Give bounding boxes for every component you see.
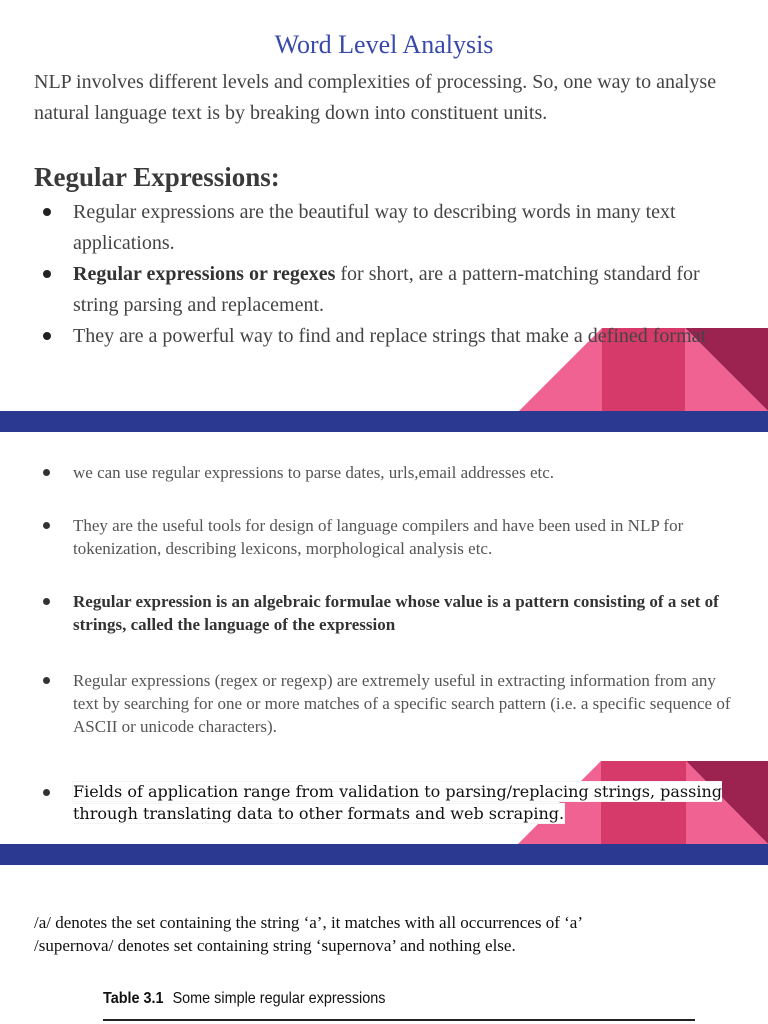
bullet-icon bbox=[43, 789, 50, 796]
bullet-icon bbox=[43, 208, 51, 216]
bullet-icon bbox=[43, 522, 50, 529]
bullet-icon bbox=[43, 270, 51, 278]
blue-band-2 bbox=[0, 844, 768, 865]
table-top-rule bbox=[103, 1019, 695, 1021]
list-item: Regular expressions (regex or regexp) are extremely useful in extracting information from any text by searching for one or more matches of a specific search pattern (i.e. a specific sequence of ASCII or unicode characters). bbox=[34, 669, 744, 738]
list-item: They are a powerful way to find and replace strings that make a defined format bbox=[34, 321, 724, 352]
slide-title: Word Level Analysis bbox=[274, 30, 494, 59]
list-item: Fields of application range from validation to parsing/replacing strings, passing through translating data to other formats and web scraping. bbox=[34, 781, 744, 825]
list-item: They are the useful tools for design of language compilers and have been used in NLP for tokenization, describing lexicons, morphological analysis etc. bbox=[34, 514, 744, 560]
bullet-icon bbox=[43, 677, 50, 684]
intro-paragraph: NLP involves different levels and complexities of processing. So, one way to analyse natural language text is by breaking down into constituent units. bbox=[34, 71, 717, 124]
list-item: Regular expressions or regexes for short, are a pattern-matching standard for string parsing and replacement. bbox=[34, 259, 724, 321]
list-item: we can use regular expressions to parse dates, urls,email addresses etc. bbox=[34, 461, 744, 484]
bullet-icon bbox=[43, 598, 50, 605]
bullet-icon bbox=[43, 332, 51, 340]
blue-band-1 bbox=[0, 411, 768, 432]
list-item: Regular expression is an algebraic formulae whose value is a pattern consisting of a set of strings, called the language of the expression bbox=[34, 590, 744, 636]
regex-example-a: /a/ denotes the set containing the string ‘a’, it matches with all occurrences of ‘a’ bbox=[34, 913, 583, 932]
regex-example-supernova: /supernova/ denotes set containing string ‘supernova’ and nothing else. bbox=[34, 936, 516, 955]
table-caption: Table 3.1 Some simple regular expressions bbox=[103, 990, 386, 1007]
list-item: Regular expressions are the beautiful way to describing words in many text applications. bbox=[34, 197, 724, 259]
bullet-icon bbox=[43, 469, 50, 476]
section-heading: Regular Expressions: bbox=[34, 162, 280, 192]
